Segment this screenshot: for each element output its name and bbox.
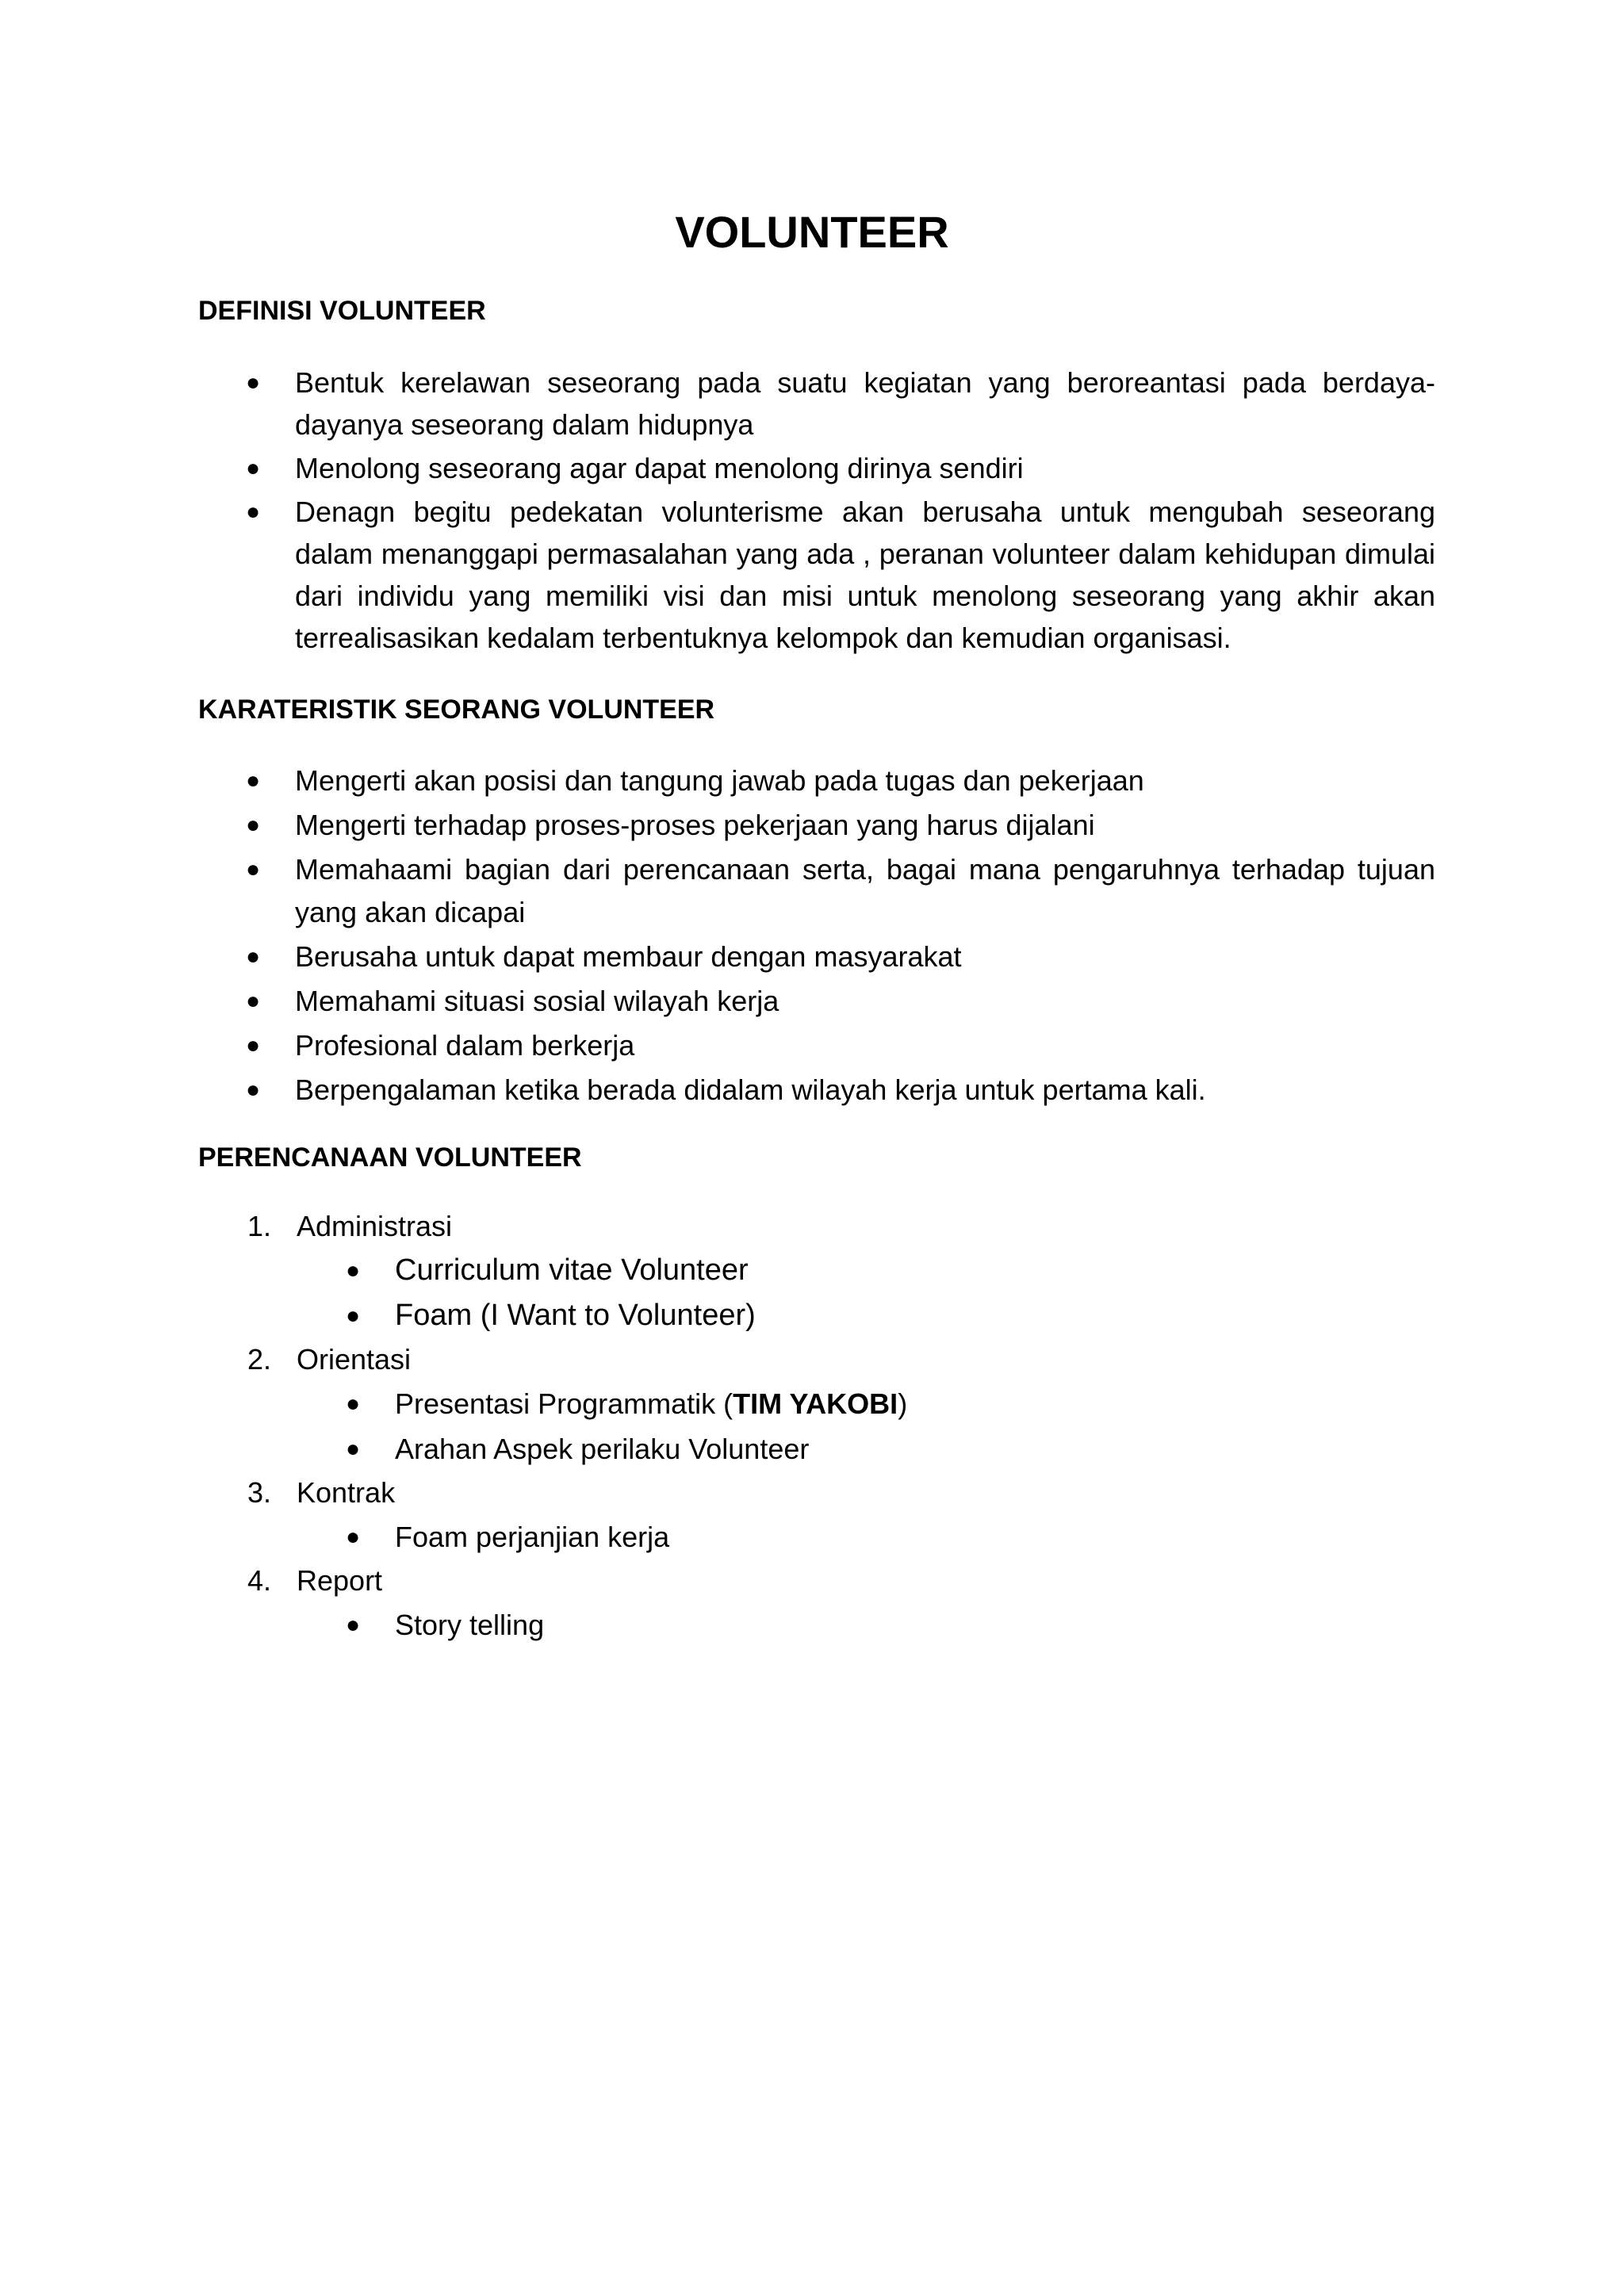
item-number: 4.: [247, 1564, 272, 1597]
bullet-icon: ●: [246, 369, 261, 396]
sub-list: [297, 1381, 1435, 1471]
item-label: Kontrak: [297, 1476, 396, 1509]
list-item: ● Denagn begitu pedekatan volunterisme akan berusaha untuk mengubah seseorang dalam menanggapi permasalahan yang ada , peranan volunteer dalam kehidupan dimulai dari individu yang memiliki visi dan misi untuk menolong seseorang yang akhir akan terrealisasikan kedalam terbentuknya kelompok dan kemudian organisasi.: [198, 491, 1435, 659]
document-title: VOLUNTEER: [675, 207, 949, 257]
bullet-icon: ●: [346, 1524, 361, 1550]
list-item: ● Memahaami bagian dari perencanaan serta, bagai mana pengaruhnya terhadap tujuan yang akan dicapai: [198, 848, 1435, 934]
bullet-icon: ●: [346, 1303, 361, 1329]
item-number: 1.: [247, 1210, 272, 1242]
list-item: ● Berpengalaman ketika berada didalam wilayah kerja untuk pertama kali.: [198, 1069, 1435, 1112]
bullet-icon: ●: [246, 1032, 261, 1058]
bullet-icon: ●: [346, 1257, 361, 1284]
perencanaan-list: [198, 1205, 1435, 1647]
list-item: ● Berusaha untuk dapat membaur dengan masyarakat: [198, 936, 1435, 978]
bullet-icon: ●: [246, 767, 261, 794]
sub-list-item: ● Arahan Aspek perilaku Volunteer: [297, 1426, 1435, 1471]
section-heading-definisi: DEFINISI VOLUNTEER: [198, 296, 486, 326]
sub-list: [297, 1602, 1435, 1647]
sub-list-item: ● Foam perjanjian kerja: [297, 1514, 1435, 1559]
sub-list-item: ● Story telling: [297, 1602, 1435, 1647]
team-name: TIM YAKOBI: [733, 1387, 898, 1420]
list-item: ● Bentuk kerelawan seseorang pada suatu kegiatan yang beroreantasi pada berdaya-dayanya seseorang dalam hidupnya: [198, 362, 1435, 446]
sub-list-item: ● Curriculum vitae Volunteer: [297, 1248, 1435, 1293]
list-item: ● Mengerti terhadap proses-proses pekerjaan yang harus dijalani: [198, 804, 1435, 847]
karateristik-list: [198, 760, 1435, 1113]
item-label: Administrasi: [297, 1210, 453, 1242]
numbered-item-report: [198, 1559, 1435, 1647]
item-label: Report: [297, 1564, 383, 1597]
bullet-icon: ●: [246, 856, 261, 882]
list-item: ● Memahami situasi sosial wilayah kerja: [198, 980, 1435, 1023]
sub-list-item: ● Presentasi Programmatik (TIM YAKOBI): [297, 1381, 1435, 1426]
item-number: 3.: [247, 1476, 272, 1509]
sub-list: [297, 1514, 1435, 1559]
bullet-icon: ●: [246, 455, 261, 481]
numbered-item-administrasi: [198, 1205, 1435, 1338]
bullet-icon: ●: [246, 499, 261, 525]
bullet-icon: ●: [246, 812, 261, 838]
definisi-list: [198, 362, 1435, 660]
numbered-item-orientasi: [198, 1338, 1435, 1471]
list-item: ● Mengerti akan posisi dan tangung jawab pada tugas dan pekerjaan: [198, 760, 1435, 802]
section-heading-perencanaan: PERENCANAAN VOLUNTEER: [198, 1142, 582, 1173]
bullet-icon: ●: [246, 988, 261, 1014]
bullet-icon: ●: [246, 943, 261, 970]
bullet-icon: ●: [346, 1391, 361, 1417]
numbered-item-kontrak: [198, 1471, 1435, 1559]
section-heading-karateristik: KARATERISTIK SEORANG VOLUNTEER: [198, 695, 715, 725]
item-number: 2.: [247, 1343, 272, 1376]
list-item: ● Menolong seseorang agar dapat menolong dirinya sendiri: [198, 447, 1435, 489]
bullet-icon: ●: [346, 1436, 361, 1462]
sub-list-item: ● Foam (I Want to Volunteer): [297, 1293, 1435, 1338]
bullet-icon: ●: [346, 1612, 361, 1638]
item-label: Orientasi: [297, 1343, 412, 1376]
bullet-icon: ●: [246, 1077, 261, 1103]
sub-list: [297, 1248, 1435, 1338]
list-item: ● Profesional dalam berkerja: [198, 1024, 1435, 1067]
